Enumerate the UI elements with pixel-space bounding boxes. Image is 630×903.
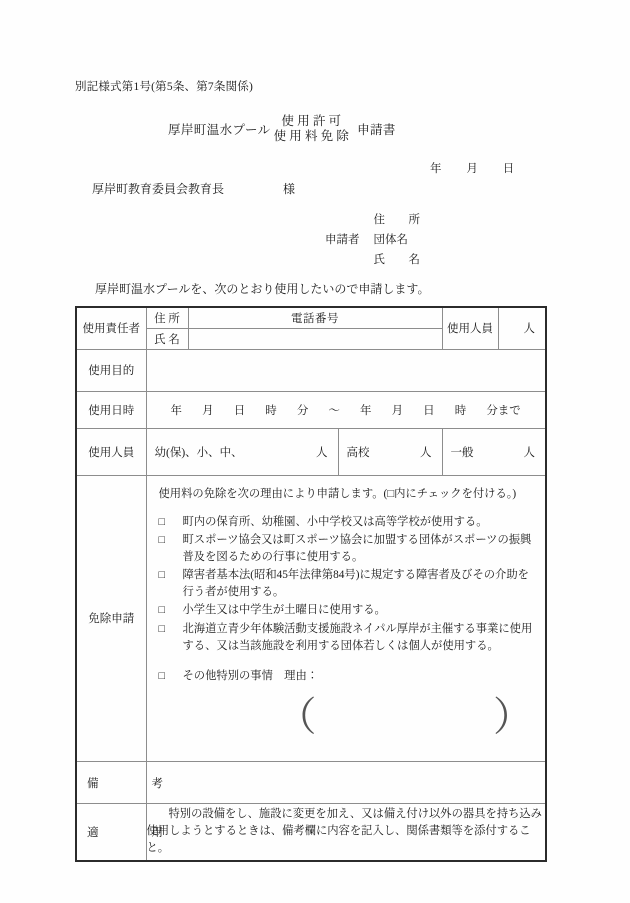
- dt-token-2: 日: [233, 404, 246, 417]
- dt-token-5: 〜: [328, 404, 340, 417]
- exemption-item-other-text: その他特別の事情 理由：: [182, 669, 319, 682]
- people-category-highschool[interactable]: [338, 428, 442, 475]
- exemption-content-cell: [146, 475, 546, 762]
- addressee-name: 厚岸町教育委員会教育長: [92, 182, 225, 196]
- exemption-checkbox-item-other[interactable]: [159, 668, 536, 685]
- applicant-address-label: 住 所: [373, 214, 426, 226]
- exemption-item-2-text: 町スポーツ協会又は町スポーツ協会に加盟する団体がスポーツの振興普及を図るための行事に使用する。: [182, 533, 532, 563]
- datetime-token-row: [147, 402, 546, 418]
- people-count-label: 使用人員: [76, 428, 146, 475]
- date-line: [430, 160, 514, 176]
- intro-sentence: 厚岸町温水プールを、次のとおり使用したいので申請します。: [95, 282, 430, 296]
- title-line-fee-exemption: 使用料免除: [273, 129, 353, 144]
- checkbox-icon[interactable]: □: [158, 669, 166, 682]
- user-count-unit: 人: [498, 307, 546, 349]
- exemption-item-4-text: 小学生又は中学生が土曜日に使用する。: [182, 604, 386, 617]
- dt-token-10: 分まで: [486, 404, 521, 417]
- title-suffix: 申請書: [357, 123, 396, 138]
- responsible-address-label: 住 所: [146, 307, 188, 328]
- table-row-datetime: [76, 391, 546, 428]
- dt-token-6: 年: [360, 404, 372, 417]
- people-category-general-unit: 人: [523, 446, 536, 459]
- people-category-highschool-unit: 人: [420, 446, 432, 459]
- exemption-checkbox-item-3[interactable]: [159, 567, 536, 601]
- exemption-checkbox-item-1[interactable]: [159, 514, 536, 531]
- table-row-exemption: [76, 475, 546, 762]
- table-row-people-count: [76, 428, 546, 475]
- bracket-left-icon: （: [276, 694, 317, 740]
- addressee: [92, 180, 295, 197]
- dt-token-1: 月: [202, 404, 214, 417]
- exemption-body: [147, 476, 546, 762]
- date-month-label: 月: [466, 163, 478, 175]
- people-category-young-name: 幼(保)、小、中、: [154, 446, 243, 459]
- remarks-label: 備 考: [76, 762, 146, 804]
- table-row-responsible-address: [76, 307, 546, 328]
- exemption-checkbox-item-2[interactable]: [159, 532, 536, 566]
- responsible-name-label: 氏 名: [146, 328, 188, 349]
- checkbox-icon[interactable]: □: [158, 533, 166, 546]
- applicant-group-name-label: 団体名: [373, 234, 408, 246]
- table-row-purpose: [76, 349, 546, 391]
- responsible-name-input[interactable]: [188, 328, 442, 349]
- exemption-item-1-text: 町内の保育所、幼稚園、小中学校又は高等学校が使用する。: [182, 515, 488, 528]
- date-day-label: 日: [502, 163, 515, 175]
- people-category-young-unit: 人: [316, 446, 328, 459]
- dt-token-4: 分: [296, 404, 309, 417]
- purpose-input[interactable]: [146, 349, 546, 391]
- exemption-checkbox-list: [159, 514, 536, 685]
- applicant-name-label: 氏 名: [373, 254, 426, 266]
- remarks-input[interactable]: [146, 762, 546, 804]
- application-table: [75, 306, 547, 862]
- table-row-application-note: [76, 804, 546, 861]
- phone-number-header: 電話番号: [188, 307, 442, 328]
- addressee-honorific: 様: [283, 182, 296, 196]
- exemption-item-5-text: 北海道立青少年体験活動支援施設ネイパル厚岸が主催する事業に使用する、又は当該施設を利用する団体若しくは個人が使用する。: [182, 622, 533, 652]
- facility-name: 厚岸町温水プール: [168, 123, 271, 138]
- table-row-remarks: [76, 762, 546, 804]
- exemption-item-3-text: 障害者基本法(昭和45年法律第84号)に規定する障害者及びその介助を行う者が使用する。: [182, 569, 529, 599]
- checkbox-icon[interactable]: □: [158, 569, 166, 582]
- exemption-checkbox-item-5[interactable]: [159, 621, 536, 655]
- exemption-checkbox-item-4[interactable]: [159, 602, 536, 619]
- people-category-general[interactable]: [442, 428, 546, 475]
- checkbox-icon[interactable]: □: [158, 622, 166, 635]
- people-category-general-name: 一般: [450, 446, 474, 459]
- user-count-label: 使用人員: [442, 307, 498, 349]
- people-category-highschool-name: 高校: [346, 446, 370, 459]
- dt-token-3: 時: [265, 404, 277, 417]
- application-note-text: 特別の設備をし、施設に変更を加え、又は備え付け以外の器具を持ち込み使用しようとするときは、備考欄に内容を記入し、関係書類等を添付すること。: [146, 804, 546, 861]
- applicant-label: 申請者: [325, 234, 360, 246]
- exemption-lead-text: 使用料の免除を次の理由により申請します。(□内にチェックを付ける。): [158, 487, 517, 500]
- dt-token-0: 年: [170, 404, 183, 417]
- people-category-young[interactable]: [146, 428, 338, 475]
- datetime-input[interactable]: [146, 391, 546, 428]
- document-title: [168, 114, 396, 145]
- applicant-block: [325, 211, 426, 267]
- checkbox-icon[interactable]: □: [158, 604, 166, 617]
- dt-token-9: 時: [454, 404, 467, 417]
- bracket-right-icon: ）: [493, 694, 534, 740]
- date-year-label: 年: [430, 163, 442, 175]
- title-stacked-lines: [274, 114, 353, 145]
- title-line-permission: 使用許可: [281, 114, 345, 128]
- purpose-label: 使用目的: [76, 349, 146, 391]
- exemption-reason-input-area[interactable]: [159, 695, 536, 753]
- application-note-label: 適 用: [76, 804, 146, 861]
- responsible-person-label: 使用責任者: [76, 307, 146, 349]
- exemption-label: 免除申請: [76, 475, 146, 762]
- checkbox-icon[interactable]: □: [158, 515, 166, 528]
- datetime-label: 使用日時: [76, 391, 146, 428]
- dt-token-8: 日: [423, 404, 435, 417]
- form-number: 別記様式第1号(第5条、第7条関係): [75, 81, 254, 93]
- dt-token-7: 月: [391, 404, 404, 417]
